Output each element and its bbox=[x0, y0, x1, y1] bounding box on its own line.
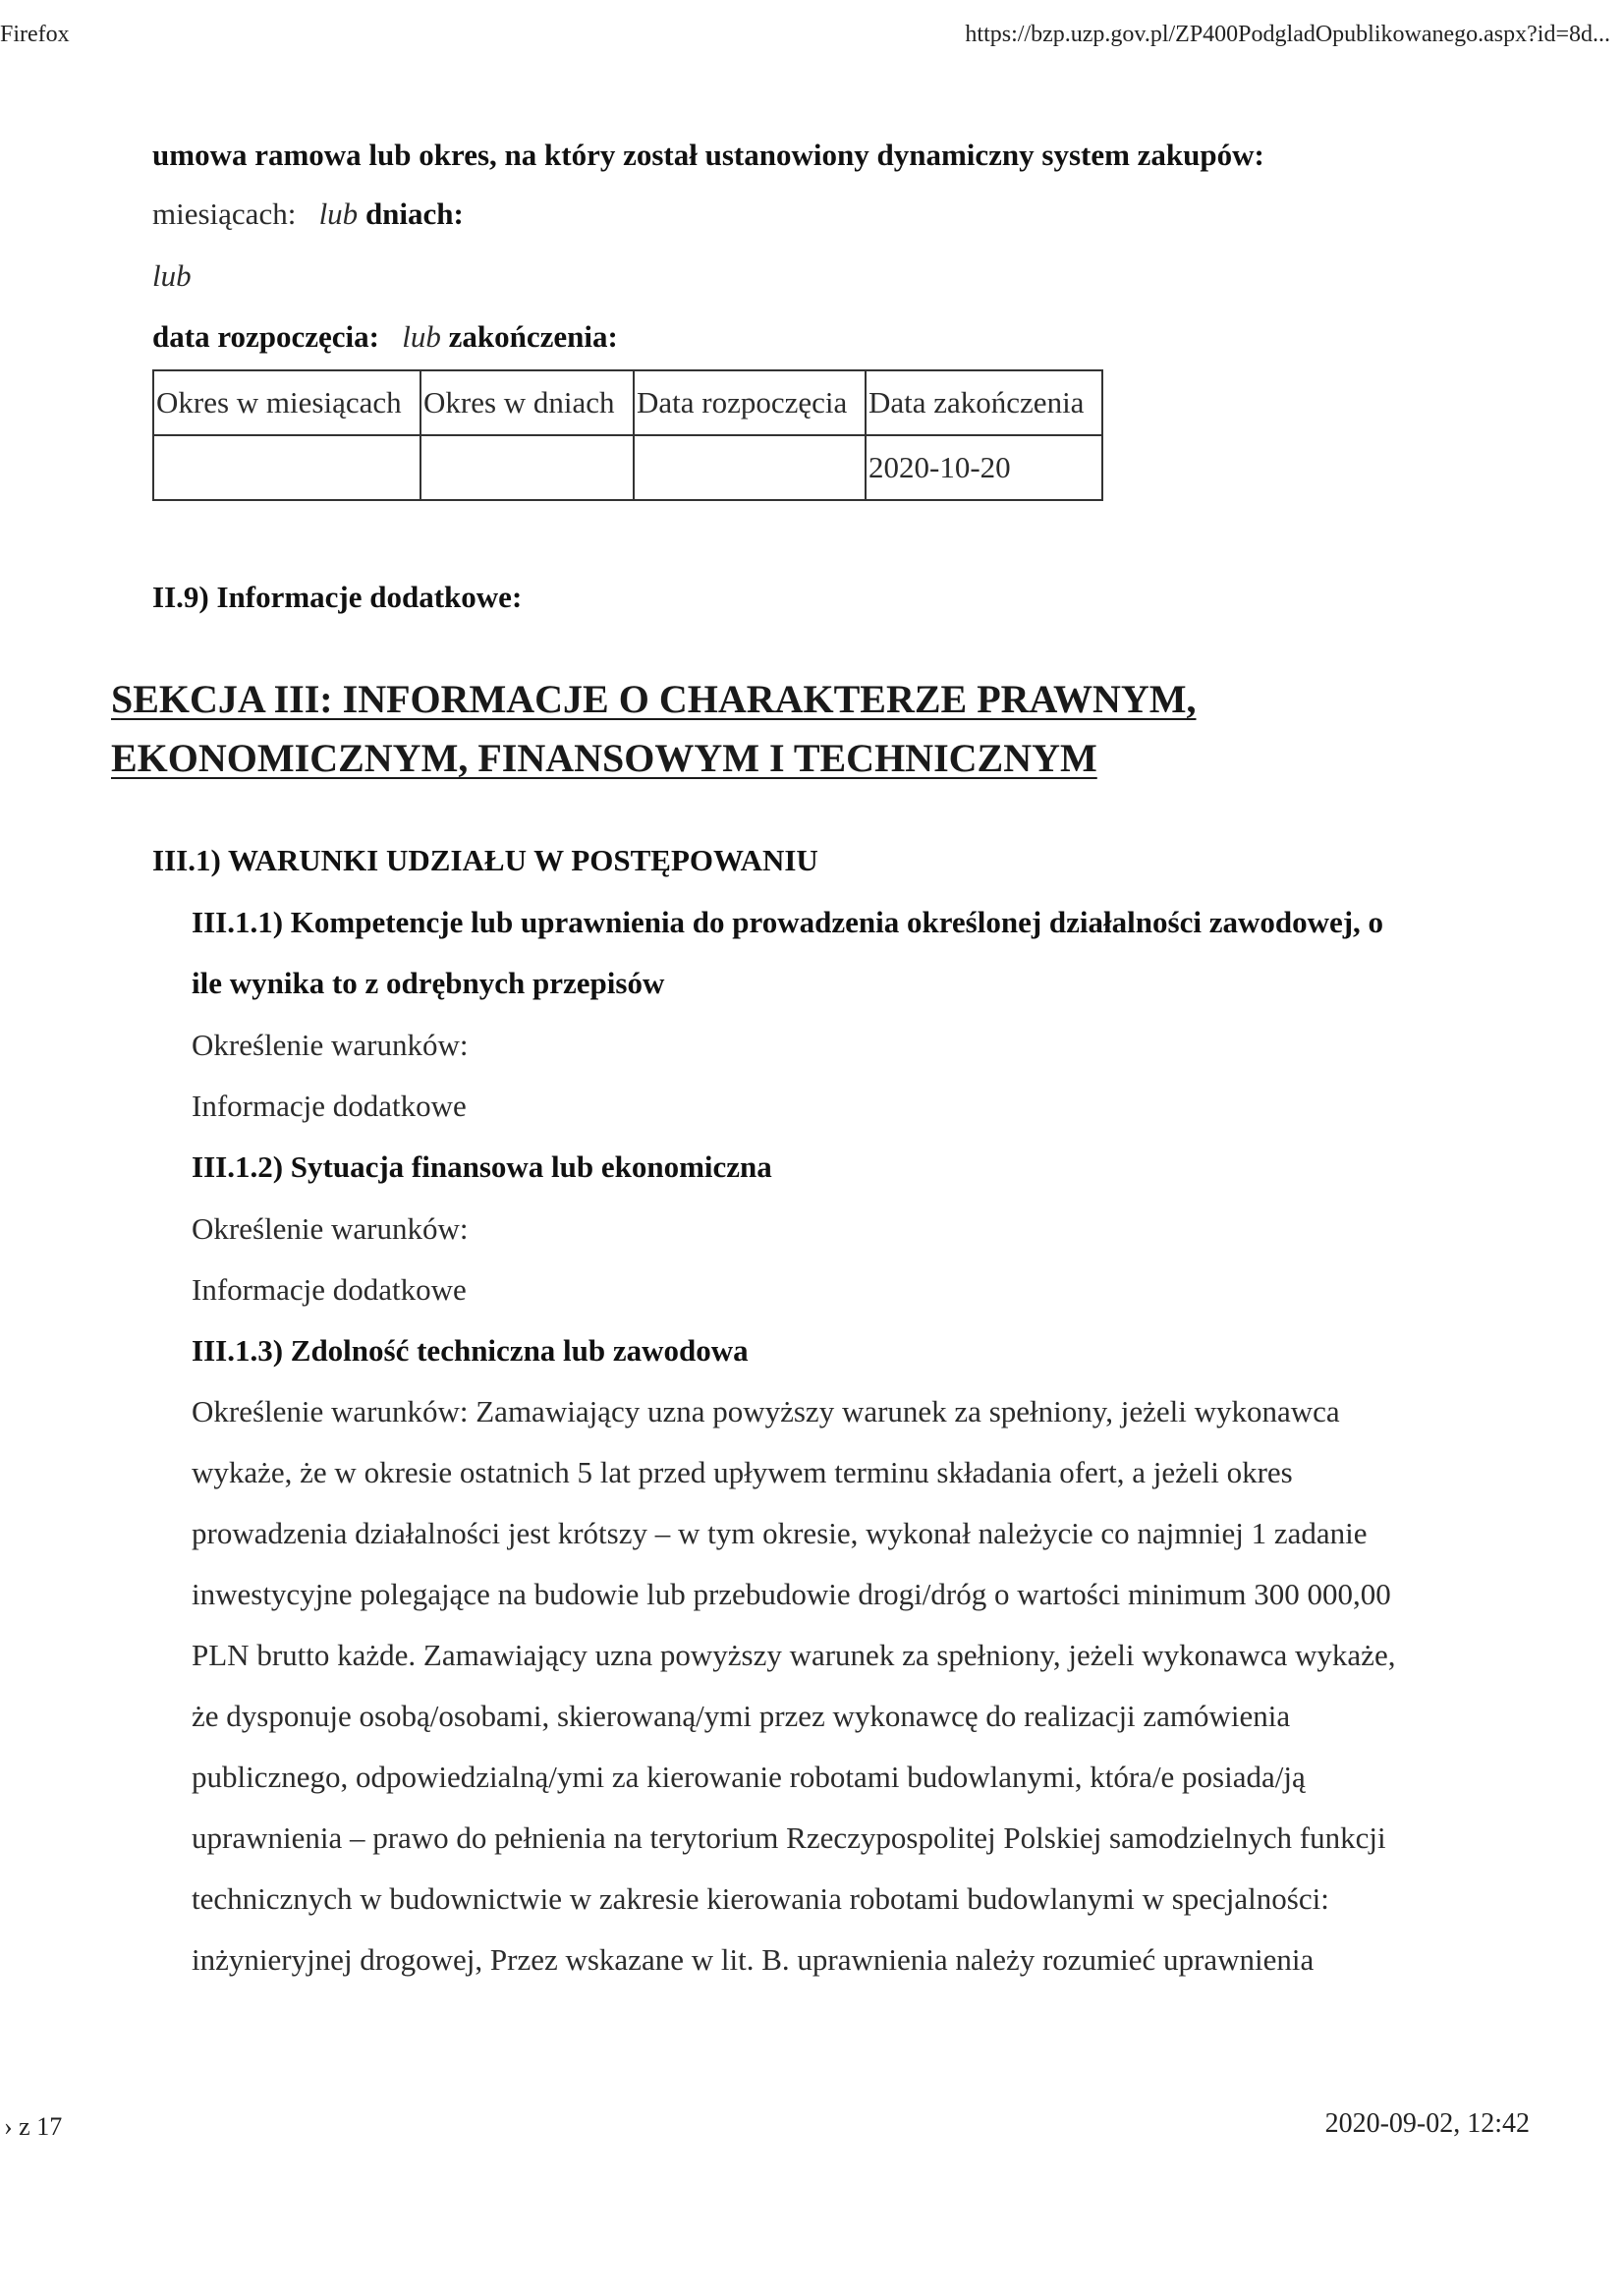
additional-info-heading: II.9) Informacje dodatkowe: bbox=[152, 580, 523, 614]
paragraph-line: uprawnienia – prawo do pełnienia na terytorium Rzeczypospolitej Polskiej samodzielnych funkcji bbox=[192, 1820, 1386, 1855]
page-url: https://bzp.uzp.gov.pl/ZP400PodgladOpublikowanego.aspx?id=8d... bbox=[965, 22, 1610, 47]
competences-title-cont: ile wynika to z odrębnych przepisów bbox=[192, 966, 665, 1000]
paragraph-line: publicznego, odpowiedzialną/ymi za kierowanie robotami budowlanymi, która/e posiada/ją bbox=[192, 1760, 1306, 1794]
period-table bbox=[152, 369, 1103, 501]
lub-label: lub bbox=[318, 196, 359, 231]
conditions-label: Określenie warunków: bbox=[192, 1028, 469, 1062]
paragraph-line: inwestycyjne polegające na budowie lub przebudowie drogi/dróg o wartości minimum 300 000,00 bbox=[192, 1577, 1391, 1611]
paragraph-line: że dysponuje osobą/osobami, skierowaną/ymi przez wykonawcę do realizacji zamówienia bbox=[192, 1699, 1291, 1733]
end-date-label: zakończenia: bbox=[448, 319, 618, 354]
paragraph-line: Określenie warunków: Zamawiający uzna powyższy warunek za spełniony, jeżeli wykonawca bbox=[192, 1394, 1340, 1428]
table-cell: 2020-10-20 bbox=[866, 435, 1102, 500]
period-months-line bbox=[152, 196, 464, 232]
page-number: › z 17 bbox=[4, 2112, 63, 2141]
conditions-label: Określenie warunków: bbox=[192, 1211, 469, 1246]
additional-info-label: Informacje dodatkowe bbox=[192, 1272, 467, 1307]
table-header-cell: Okres w miesiącach bbox=[153, 370, 420, 435]
paragraph-line: wykaże, że w okresie ostatnich 5 lat przed upływem terminu składania ofert, a jeżeli okres bbox=[192, 1455, 1293, 1489]
lub-label: lub bbox=[402, 319, 441, 354]
table-header-row bbox=[153, 370, 1102, 435]
days-label: dniach: bbox=[364, 196, 464, 231]
paragraph-line: prowadzenia działalności jest krótszy – w tym okresie, wykonał należycie co najmniej 1 zadanie bbox=[192, 1516, 1368, 1550]
technical-capacity-title: III.1.3) Zdolność techniczna lub zawodowa bbox=[192, 1333, 749, 1368]
table-cell bbox=[420, 435, 634, 500]
period-heading: umowa ramowa lub okres, na który został ustanowiony dynamiczny system zakupów: bbox=[152, 138, 1264, 172]
print-datetime: 2020-09-02, 12:42 bbox=[1324, 2108, 1530, 2139]
table-header-cell: Data rozpoczęcia bbox=[634, 370, 866, 435]
table-header-cell: Okres w dniach bbox=[420, 370, 634, 435]
table-cell bbox=[153, 435, 420, 500]
competences-title: III.1.1) Kompetencje lub uprawnienia do prowadzenia określonej działalności zawodowej, o bbox=[192, 905, 1384, 939]
period-dates-line bbox=[152, 319, 618, 355]
table-row bbox=[153, 435, 1102, 500]
paragraph-line: inżynieryjnej drogowej, Przez wskazane w lit. B. uprawnienia należy rozumieć uprawnienia bbox=[192, 1942, 1315, 1977]
browser-name: Firefox bbox=[0, 22, 70, 47]
months-label: miesiącach: bbox=[152, 196, 297, 231]
section-title-line2: EKONOMICZNYM, FINANSOWYM I TECHNICZNYM bbox=[111, 736, 1097, 780]
table-header-cell: Data zakończenia bbox=[866, 370, 1102, 435]
paragraph-line: PLN brutto każde. Zamawiający uzna powyższy warunek za spełniony, jeżeli wykonawca wykaże, bbox=[192, 1638, 1396, 1672]
table-cell bbox=[634, 435, 866, 500]
paragraph-line: technicznych w budownictwie w zakresie kierowania robotami budowlanymi w specjalności: bbox=[192, 1881, 1329, 1916]
start-date-label: data rozpoczęcia: bbox=[152, 319, 379, 354]
financial-situation-title: III.1.2) Sytuacja finansowa lub ekonomiczna bbox=[192, 1149, 772, 1184]
participation-conditions-heading: III.1) WARUNKI UDZIAŁU W POSTĘPOWANIU bbox=[152, 843, 818, 877]
additional-info-label: Informacje dodatkowe bbox=[192, 1089, 467, 1123]
section-title-line1: SEKCJA III: INFORMACJE O CHARAKTERZE PRAWNYM, bbox=[111, 677, 1197, 721]
lub-label: lub bbox=[152, 258, 192, 293]
